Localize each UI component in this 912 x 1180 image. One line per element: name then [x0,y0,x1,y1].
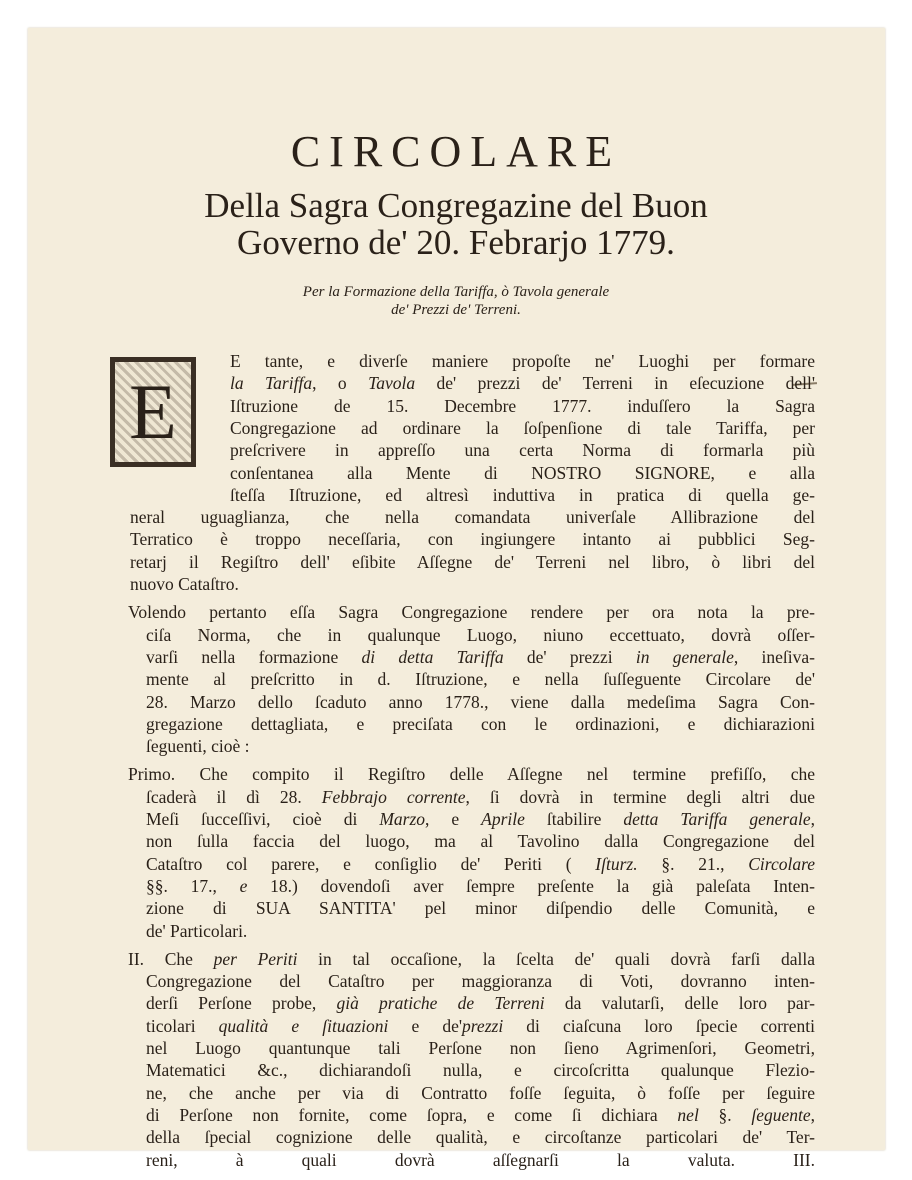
text-run: retarj il Regiſtro dell' eſibite Aſſegne de' Terreni nel libro, ò libri del [130,551,815,572]
italic-text: Febbrajo corrente [321,786,466,807]
text-run: ticolari [146,1015,219,1036]
italic-text: in generale [635,646,734,667]
text-line [230,440,815,462]
italic-text: Marzo [379,809,426,829]
text-run: Congregazione ad ordinare la ſoſpenſione di tale Tariffa, per [230,417,815,438]
text-line [128,949,815,971]
text-line [128,764,815,786]
text-run: Primo. Che compito il Regiſtro delle Aſſegne nel termine prefiſſo, che [128,764,815,785]
text-run: e de' [388,1015,463,1036]
text-run: Volendo pertanto eſſa Sagra Congregazione rendere per ora nota la pre- [128,602,815,623]
section-heading-line-2: de' Prezzi de' Terreni. [391,302,521,318]
text-run: Cataſtro col parere, e conſiglio de' Periti ( [146,853,596,874]
text-line [146,831,815,853]
text-run: §§. 17., [146,875,240,896]
text-line [146,1060,815,1082]
text-run: Iſtruzione de 15. Decembre 1777. induſſero la Sagra [230,395,815,416]
text-run: della ſpecial cognizione delle qualità, e circoſtanze particolari de' Ter- [146,1127,815,1148]
text-run: de' Particolari. [146,920,248,941]
text-run: zione di SUA SANTITA' pel minor diſpendio delle Comunità, e [146,898,815,919]
text-run: gregazione dettagliata, e preciſata con le ordinazioni, e dichiarazioni [146,713,815,734]
text-run: ſeguenti, cioè : [146,736,250,757]
text-run: , o [312,373,369,394]
text-run: nel Luogo quantunque tali Perſone non ſieno Agrimenſori, Geometri, [146,1038,815,1058]
italic-text: nel [677,1104,699,1125]
text-run: Terratico è troppo neceſſaria, con ingiungere intanto ai pubblici Seg- [130,529,815,550]
text-line [146,971,815,993]
text-line [130,507,815,529]
italic-text: Aprile [481,809,525,829]
text-line [130,552,815,574]
text-line [230,396,815,418]
text-run: de' prezzi [503,646,636,667]
text-run: reni, à quali dovrà aſſegnarſi la valuta. III. [146,1149,815,1170]
text-line [146,787,815,809]
text-line [146,993,815,1015]
italic-text: già pratiche de Terreni [336,993,545,1014]
italic-text: qualità e ſituazioni [218,1015,389,1036]
text-line [146,921,247,943]
text-run: §. 21., [637,853,749,874]
text-run: , [810,1104,816,1125]
text-line [230,485,815,507]
text-line [128,602,815,624]
text-line [146,692,815,714]
text-run: E tante, e diverſe maniere propoſte ne' Luoghi per formare [230,351,815,371]
text-run: ſcaderà il dì 28. [146,786,322,807]
italic-text: e [239,875,248,896]
text-line [130,574,239,596]
text-line [146,876,815,898]
text-line [146,647,815,669]
document-subtitle-line-2: Governo de' 20. Febrarjo 1779. [237,223,675,262]
text-run: 28. Marzo dello ſcaduto anno 1778., viene dalla medeſima Sagra Con- [146,691,815,712]
text-run: de' prezzi de' Terreni in eſecuzione dell' [415,373,815,394]
italic-text: detta Tariffa generale [623,809,811,829]
text-line [146,669,815,691]
text-run: di Perſone non fornite, come ſopra, e come ſi dichiara [146,1104,678,1125]
text-run: , e [425,809,482,829]
text-run: da valutarſi, delle loro par- [544,993,815,1014]
text-run: Meſi ſucceſſivi, cioè di [146,809,380,829]
decorated-initial [110,357,196,467]
text-run: 18.) dovendoſi aver ſempre preſente la già paleſata Inten- [247,875,815,896]
text-run: ſtabilire [524,809,624,829]
text-line [146,1016,815,1038]
text-run: mente al preſcritto in d. Iſtruzione, e nella ſuſſeguente Circolare de' [146,669,815,690]
text-line [146,1127,815,1149]
text-run: non ſulla faccia del luogo, ma al Tavolino dalla Congregazione del [146,831,815,852]
text-line [146,1083,815,1105]
text-run: neral uguaglianza, che nella comandata univerſale Allibrazione del [130,507,815,528]
text-line [146,625,815,647]
text-run: , ſi dovrà in termine degli altri due [465,786,816,807]
text-run: Congregazione del Cataſtro per maggioranza di Voti, dovranno inten- [146,971,815,992]
document-subtitle-line-1: Della Sagra Congregazine del Buon [204,186,708,225]
italic-text: Iſturz. [595,853,638,874]
italic-text: Tavola [368,373,416,394]
text-run: Matematici &c., dichiarandoſi nulla, e circoſcritta qualunque Flezio- [146,1060,815,1081]
text-line [146,1105,815,1127]
text-line [146,1150,815,1172]
text-line [146,736,250,758]
text-run: in tal occaſione, la ſcelta de' quali dovrà farſi dalla [297,948,815,969]
initial-letter: E [115,362,191,462]
text-run: di ciaſcuna loro ſpecie correnti [503,1015,815,1036]
text-run: nuovo Cataſtro. [130,574,239,594]
text-run: ſteſſa Iſtruzione, ed altresì induttiva in pratica di quella ge- [230,484,815,505]
text-line [230,351,815,373]
text-line [146,809,815,831]
text-run: , [810,809,815,829]
text-run: varſi nella formazione [146,646,362,667]
text-run: ciſa Norma, che in qualunque Luogo, niuno eccettuato, dovrà oſſer- [146,624,815,645]
text-line [146,898,815,920]
text-line [146,1038,815,1060]
text-run: derſi Perſone probe, [146,993,337,1014]
italic-text: di detta Tariffa [361,646,504,667]
italic-text: per Periti [213,948,298,969]
text-line [146,854,815,876]
text-line [146,714,815,736]
text-run: conſentanea alla Mente di NOSTRO SIGNORE, e alla [230,462,815,483]
section-heading-line-1: Per la Formazione della Tariffa, ò Tavola generale [302,284,610,300]
text-run: §. [698,1104,752,1125]
text-run: II. Che [128,948,214,969]
text-run: , ineſiva- [733,646,815,667]
italic-text: la Tariffa [230,373,313,394]
italic-text: prezzi [462,1015,504,1036]
text-line [230,418,815,440]
text-line [130,529,815,551]
text-line [230,373,815,395]
italic-text: Circolare [748,853,816,874]
document-title: CIRCOLARE [290,127,622,176]
text-run: ne, che anche per via di Contratto foſſe ſeguita, ò foſſe per ſeguire [146,1082,815,1103]
italic-text: ſeguente [751,1104,811,1125]
text-line [230,463,815,485]
text-run: preſcrivere in appreſſo una certa Norma di formarla più [230,440,815,461]
